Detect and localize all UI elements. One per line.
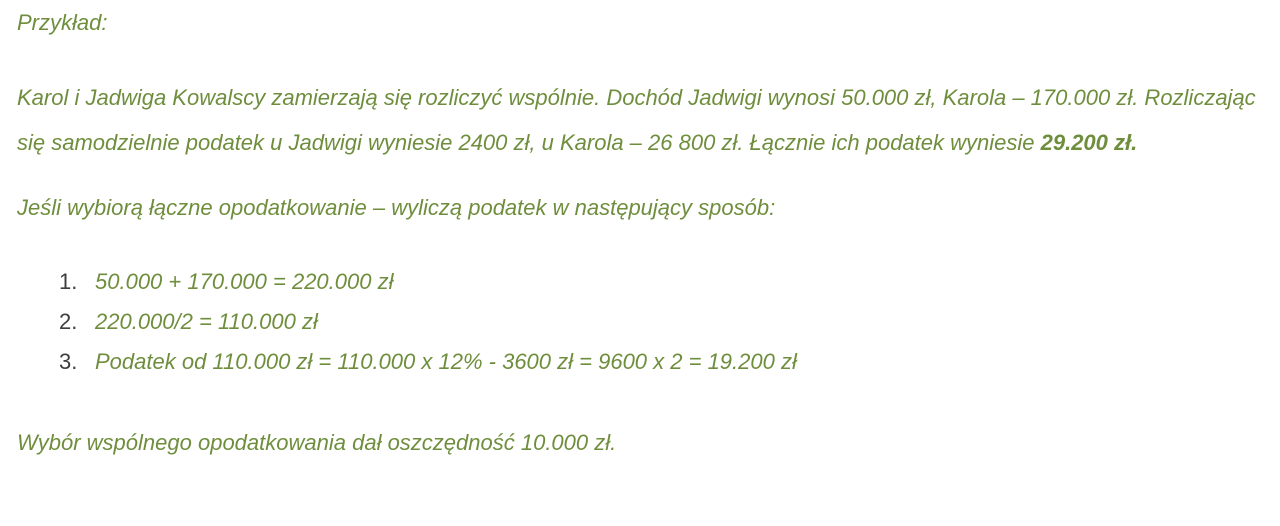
paragraph-method: Jeśli wybiorą łączne opodatkowanie – wyliczą podatek w następujący sposób: — [17, 195, 776, 220]
list-item-number: 2. — [59, 309, 78, 334]
paragraph-intro-total-bold: 29.200 zł. — [1040, 130, 1138, 155]
list-item-text: Podatek od 110.000 zł = 110.000 x 12% - 3600 zł = 9600 x 2 = 19.200 zł — [95, 349, 797, 374]
list-item-text: 50.000 + 170.000 = 220.000 zł — [95, 269, 394, 294]
paragraph-intro-text: Karol i Jadwiga Kowalscy zamierzają się rozliczyć wspólnie. Dochód Jadwigi wynosi 50.000 zł, Karola – 170.000 zł. Rozliczając się samodzielnie podatek u Jadwigi wyniesie 2400 zł, u Karola – 26 800 zł. Łącznie ich podatek wyniesie — [17, 85, 1256, 155]
list-item-step-2 — [59, 302, 1263, 342]
list-item-text: 220.000/2 = 110.000 zł — [95, 309, 318, 334]
list-item-step-3 — [59, 342, 1263, 382]
paragraph-conclusion: Wybór wspólnego opodatkowania dał oszczędność 10.000 zł. — [17, 430, 617, 455]
list-item-number: 3. — [59, 349, 78, 374]
list-item-step-1 — [59, 262, 1263, 302]
example-heading: Przykład: — [17, 10, 108, 35]
calculation-steps-list — [59, 262, 1263, 382]
paragraph-intro — [17, 75, 1263, 165]
list-item-number: 1. — [59, 269, 78, 294]
